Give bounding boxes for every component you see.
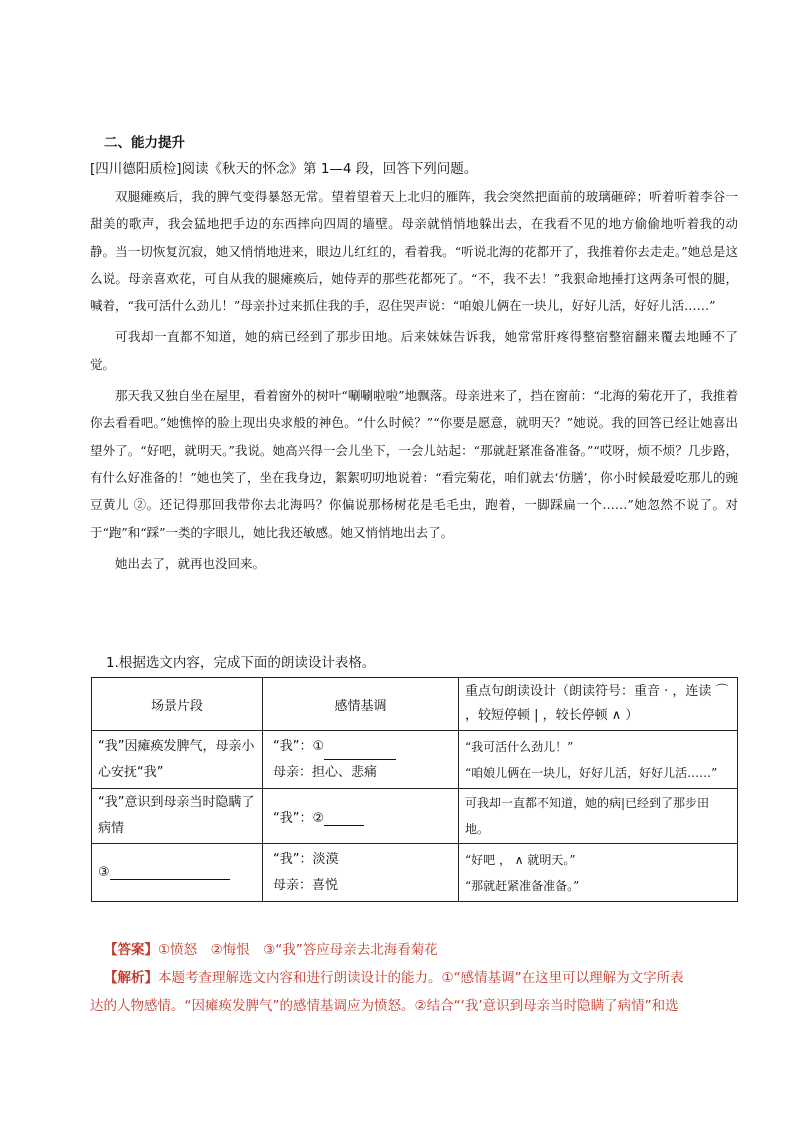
answer-text: ①愤怒 ②悔恨 ③“我”答应母亲去北海看菊花 (158, 942, 438, 958)
design-cell: “好吧 ， ∧ 就明天。” “那就赶紧准备准备。” (459, 844, 738, 902)
scene-cell: “我”意识到母亲当时隐瞒了病情 (92, 789, 263, 844)
section-title: 二、能力提升 (104, 135, 185, 151)
analysis-line-2: 达的人物感情。“因瘫痪发脾气”的感情基调应为愤怒。②结合“‘我’意识到母亲当时隐瞒了病情”和选 (90, 998, 679, 1014)
analysis-line-1: 【解析】本题考查理解选文内容和进行朗读设计的能力。①“感情基调”在这里可以理解为文字所表 (104, 970, 684, 986)
answer-label: 【答案】 (104, 942, 158, 958)
table-row (92, 844, 738, 902)
answer-blank-1[interactable] (324, 745, 396, 760)
header-design: 重点句朗读设计（朗读符号：重音 · ，连读 ⌒ ，较短停顿 | ，较长停顿 ∧ ） (459, 678, 738, 731)
design-cell: “我可活什么劲儿！” “咱娘儿俩在一块儿，好好儿活，好好儿活……” (459, 731, 738, 789)
tone-cell: “我”：① 母亲：担心、悲痛 (263, 731, 459, 789)
header-tone: 感情基调 (263, 678, 459, 731)
table-row (92, 731, 738, 789)
tone-cell: “我”：淡漠 母亲：喜悦 (263, 844, 459, 902)
answer-blank-3[interactable] (110, 865, 230, 880)
scene-cell: “我”因瘫痪发脾气，母亲小心安抚“我” (92, 731, 263, 789)
passage (90, 183, 738, 577)
reading-intro: [四川德阳质检]阅读《秋天的怀念》第 1—4 段，回答下列问题。 (90, 161, 478, 177)
table-header-row (92, 678, 738, 731)
design-cell: 可我却一直都不知道，她的病|已经到了那步田地。 (459, 789, 738, 844)
tone-cell: “我”：② (263, 789, 459, 844)
reading-design-table (91, 677, 738, 902)
answer-blank-2[interactable] (324, 811, 364, 826)
question-prompt: 1.根据选文内容，完成下面的朗读设计表格。 (106, 655, 376, 671)
passage-paragraph-1: 双腿瘫痪后，我的脾气变得暴怒无常。望着望着天上北归的雁阵，我会突然把面前的玻璃砸碎；听着听着李谷一甜美的歌声，我会猛地把手边的东西摔向四周的墙壁。母亲就悄悄地躲出去，在我看不见的地方偷偷地听着我的动静。当一切恢复沉寂，她又悄悄地进来，眼边儿红红的，看着我。“听说北海的花都开了，我推着你去走走。”她总是这么说。母亲喜欢花，可自从我的腿瘫痪后，她侍弄的那些花都死了。“不，我不去！”我狠命地捶打这两条可恨的腿，喊着，“我可活什么劲儿！”母亲扑过来抓住我的手，忍住哭声说：“咱娘儿俩在一块儿，好好儿活，好好儿活……” (90, 189, 738, 314)
answer-line (104, 938, 438, 958)
analysis-label: 【解析】 (104, 970, 158, 986)
passage-paragraph-2: 可我却一直都不知道，她的病已经到了那步田地。后来妹妹告诉我，她常常肝疼得整宿整宿翻来覆去地睡不了觉。 (90, 329, 738, 372)
header-scene: 场景片段 (92, 678, 263, 731)
table-row (92, 789, 738, 844)
passage-paragraph-4: 她出去了，就再也没回来。 (115, 555, 266, 571)
passage-paragraph-3: 那天我又独自坐在屋里，看着窗外的树叶“唰唰啦啦”地飘落。母亲进来了，挡在窗前：“北海的菊花开了，我推着你去看看吧。”她憔悴的脸上现出央求般的神色。“什么时候？”“你要是愿意，就明天？”她说。我的回答已经让她喜出望外了。“好吧，就明天。”我说。她高兴得一会儿坐下，一会儿站起：“那就赶紧准备准备。”“哎呀，烦不烦？几步路，有什么好准备的！”她也笑了，坐在我身边，絮絮叨叨地说着：“看完菊花，咱们就去‘仿膳’，你小时候最爱吃那儿的豌豆黄儿 ②。还记得那回我带你去北海吗？你偏说那杨树花是毛毛虫，跑着，一脚踩扁一个……”她忽然不说了。对于“跑”和“踩”一类的字眼儿，她比我还敏感。她又悄悄地出去了。 (90, 388, 738, 540)
scene-cell: ③ (92, 844, 263, 902)
